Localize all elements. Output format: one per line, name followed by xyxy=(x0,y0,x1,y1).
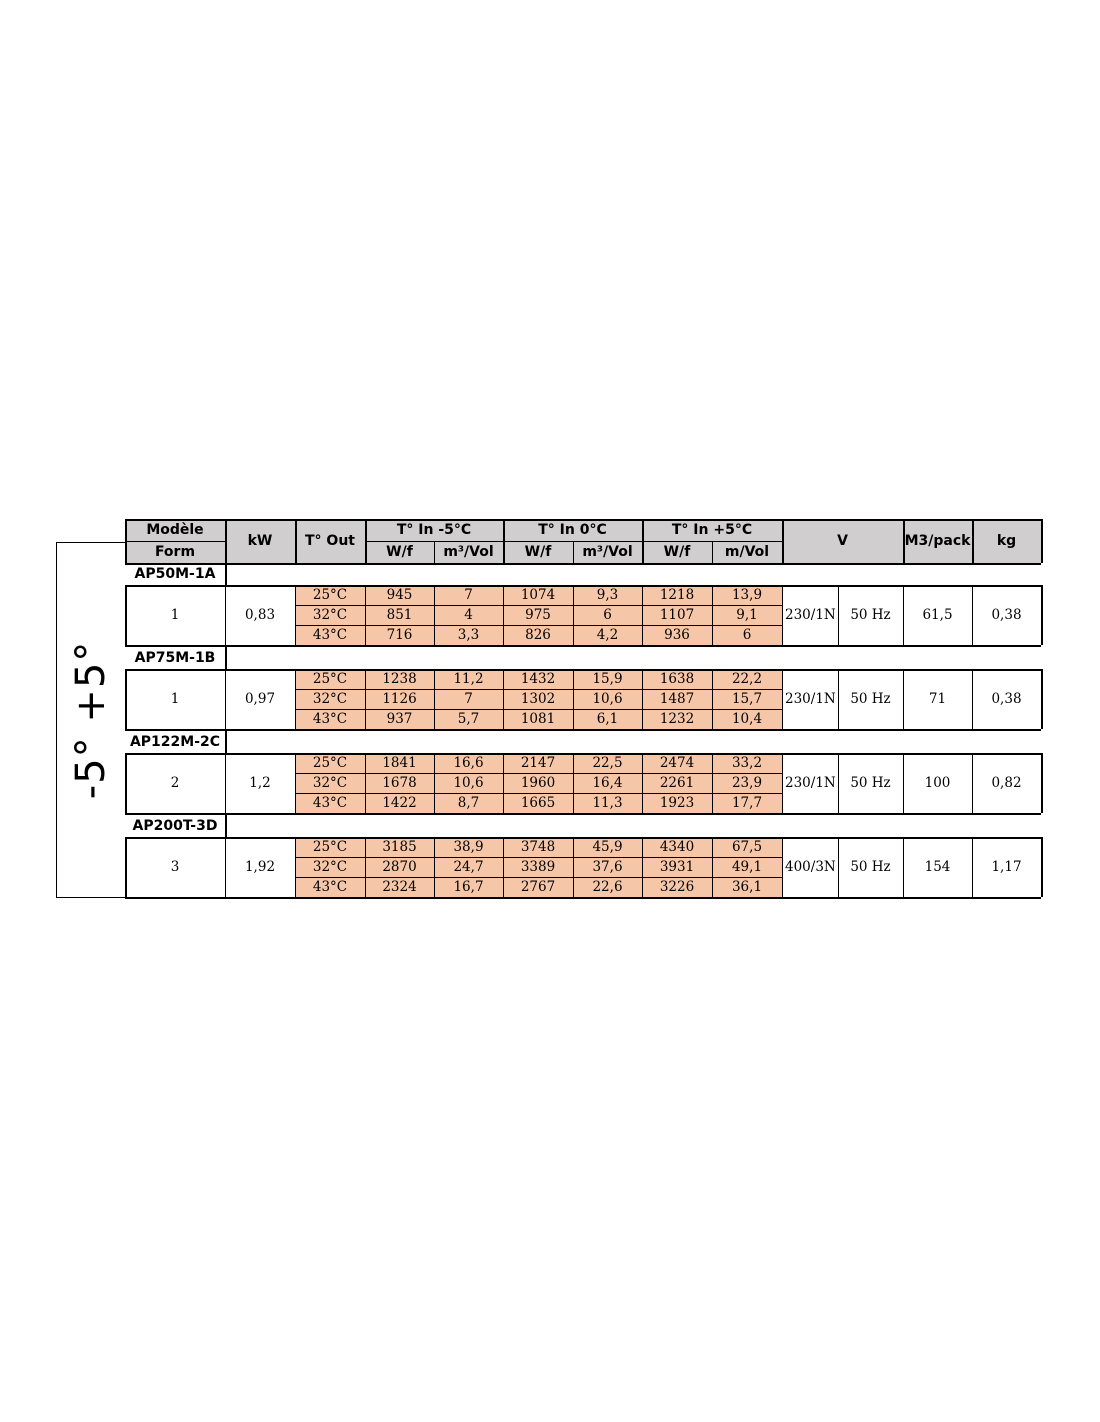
t-out-value: 32°C xyxy=(295,689,365,709)
capacity-cell: 4,2 xyxy=(573,625,642,645)
capacity-cell: 6 xyxy=(573,605,642,625)
frequency-value: 50 Hz xyxy=(850,607,891,623)
t-out-value: 32°C xyxy=(295,605,365,625)
group-vline xyxy=(903,585,904,645)
group-vline xyxy=(573,669,574,729)
capacity-cell: 851 xyxy=(365,605,434,625)
capacity-cell: 1422 xyxy=(365,793,434,813)
capacity-cell: 38,9 xyxy=(434,837,503,857)
t-out-value: 25°C xyxy=(295,753,365,773)
capacity-cell: 3389 xyxy=(503,857,573,877)
header-m3vol: m³/Vol xyxy=(573,541,642,563)
group-vline xyxy=(573,753,574,813)
form-value: 2 xyxy=(170,775,180,791)
capacity-cell: 2767 xyxy=(503,877,573,897)
capacity-cell: 16,4 xyxy=(573,773,642,793)
header-m3vol: m³/Vol xyxy=(434,541,503,563)
group-vline xyxy=(434,585,435,645)
t-out-value: 25°C xyxy=(295,837,365,857)
capacity-cell: 1432 xyxy=(503,669,573,689)
group-vline xyxy=(503,837,504,897)
header-t-in-plus5: T° In +5°C xyxy=(642,519,782,541)
header-kw: kW xyxy=(225,519,295,563)
capacity-cell: 1487 xyxy=(642,689,712,709)
capacity-cell: 5,7 xyxy=(434,709,503,729)
capacity-cell: 45,9 xyxy=(573,837,642,857)
capacity-cell: 936 xyxy=(642,625,712,645)
capacity-cell: 975 xyxy=(503,605,573,625)
group-vline xyxy=(503,753,504,813)
frequency-value: 50 Hz xyxy=(850,691,891,707)
model-name: AP75M-1B xyxy=(134,650,216,666)
header-vline xyxy=(295,519,297,563)
group-vline xyxy=(782,669,783,729)
t-out-value: 25°C xyxy=(295,585,365,605)
group-bottom-border xyxy=(125,729,1041,731)
t-out-value: 25°C xyxy=(295,669,365,689)
row-line xyxy=(295,689,782,690)
header-vline xyxy=(365,519,367,563)
header-mid-line xyxy=(125,541,225,542)
group-vline xyxy=(125,669,127,729)
capacity-cell: 2870 xyxy=(365,857,434,877)
group-vline xyxy=(503,585,504,645)
group-vline xyxy=(295,585,296,645)
capacity-cell: 24,7 xyxy=(434,857,503,877)
grid-line xyxy=(225,731,227,753)
group-vline xyxy=(712,669,713,729)
header-bottom-border xyxy=(125,563,1041,565)
capacity-cell: 3185 xyxy=(365,837,434,857)
row-line xyxy=(295,857,782,858)
model-name: AP50M-1A xyxy=(134,566,216,582)
capacity-cell: 1960 xyxy=(503,773,573,793)
capacity-cell: 4 xyxy=(434,605,503,625)
voltage-value: 230/1N xyxy=(785,691,836,707)
capacity-cell: 2474 xyxy=(642,753,712,773)
row-line xyxy=(295,793,782,794)
header-model: Modèle xyxy=(125,519,225,541)
grid-line xyxy=(225,563,227,585)
capacity-cell: 23,9 xyxy=(712,773,782,793)
capacity-cell: 1081 xyxy=(503,709,573,729)
model-name: AP122M-2C xyxy=(129,734,221,750)
capacity-cell: 2147 xyxy=(503,753,573,773)
group-vline xyxy=(434,837,435,897)
t-out-value: 32°C xyxy=(295,857,365,877)
group-vline xyxy=(838,753,839,813)
capacity-cell: 1218 xyxy=(642,585,712,605)
capacity-cell: 945 xyxy=(365,585,434,605)
frequency-value: 50 Hz xyxy=(850,859,891,875)
group-vline xyxy=(295,753,296,813)
capacity-cell: 9,1 xyxy=(712,605,782,625)
group-vline xyxy=(642,837,643,897)
group-vline xyxy=(225,669,226,729)
voltage-value: 230/1N xyxy=(785,607,836,623)
group-vline xyxy=(782,837,783,897)
group-vline xyxy=(295,837,296,897)
group-vline xyxy=(365,753,366,813)
group-vline xyxy=(434,669,435,729)
capacity-cell: 7 xyxy=(434,689,503,709)
group-vline xyxy=(972,837,973,897)
m3pack-value: 100 xyxy=(924,775,951,791)
capacity-cell: 9,3 xyxy=(573,585,642,605)
capacity-cell: 6 xyxy=(712,625,782,645)
group-vline xyxy=(1041,669,1043,729)
form-value: 3 xyxy=(170,859,180,875)
kw-value: 0,97 xyxy=(244,691,276,707)
header-vline xyxy=(503,519,505,563)
header-vline xyxy=(972,519,974,563)
group-vline xyxy=(125,585,127,645)
group-vline xyxy=(1041,585,1043,645)
t-out-value: 43°C xyxy=(295,625,365,645)
group-vline xyxy=(125,753,127,813)
header-vline xyxy=(712,541,713,563)
group-vline xyxy=(642,669,643,729)
capacity-cell: 1107 xyxy=(642,605,712,625)
capacity-cell: 3226 xyxy=(642,877,712,897)
header-vline xyxy=(903,519,905,563)
header-vline xyxy=(125,519,127,563)
voltage-value: 230/1N xyxy=(785,775,836,791)
group-vline xyxy=(503,669,504,729)
header-v: V xyxy=(782,519,903,563)
m3pack-value: 71 xyxy=(928,691,947,707)
capacity-cell: 8,7 xyxy=(434,793,503,813)
group-vline xyxy=(903,837,904,897)
group-vline xyxy=(642,753,643,813)
capacity-cell: 1665 xyxy=(503,793,573,813)
group-vline xyxy=(434,753,435,813)
group-vline xyxy=(642,585,643,645)
group-vline xyxy=(365,585,366,645)
group-vline xyxy=(903,753,904,813)
capacity-cell: 7 xyxy=(434,585,503,605)
group-vline xyxy=(972,753,973,813)
header-wf: W/f xyxy=(642,541,712,563)
capacity-cell: 3748 xyxy=(503,837,573,857)
header-vline xyxy=(1041,519,1043,563)
model-name: AP200T-3D xyxy=(132,818,218,834)
kw-value: 1,2 xyxy=(249,775,271,791)
group-vline xyxy=(782,753,783,813)
grid-line xyxy=(225,815,227,837)
row-line xyxy=(295,625,782,626)
temperature-range-label: -5° +5° xyxy=(68,640,114,800)
capacity-cell: 36,1 xyxy=(712,877,782,897)
capacity-cell: 1074 xyxy=(503,585,573,605)
capacity-cell: 15,7 xyxy=(712,689,782,709)
capacity-cell: 1678 xyxy=(365,773,434,793)
capacity-cell: 1638 xyxy=(642,669,712,689)
group-vline xyxy=(712,753,713,813)
grid-line xyxy=(225,647,227,669)
header-kg: kg xyxy=(972,519,1041,563)
t-out-value: 43°C xyxy=(295,793,365,813)
t-out-value: 32°C xyxy=(295,773,365,793)
capacity-cell: 37,6 xyxy=(573,857,642,877)
group-vline xyxy=(712,585,713,645)
capacity-cell: 16,7 xyxy=(434,877,503,897)
group-vline xyxy=(573,837,574,897)
capacity-cell: 3,3 xyxy=(434,625,503,645)
group-vline xyxy=(225,753,226,813)
header-wf: W/f xyxy=(365,541,434,563)
header-vline xyxy=(642,519,644,563)
group-vline xyxy=(1041,753,1043,813)
header-vline xyxy=(434,541,435,563)
capacity-cell: 3931 xyxy=(642,857,712,877)
capacity-cell: 10,4 xyxy=(712,709,782,729)
header-vline xyxy=(573,541,574,563)
capacity-cell: 22,6 xyxy=(573,877,642,897)
capacity-cell: 11,2 xyxy=(434,669,503,689)
kg-value: 0,38 xyxy=(991,607,1022,623)
row-line xyxy=(295,709,782,710)
group-vline xyxy=(838,837,839,897)
row-line xyxy=(295,773,782,774)
kw-value: 1,92 xyxy=(244,859,276,875)
header-form: Form xyxy=(125,541,225,563)
capacity-cell: 22,5 xyxy=(573,753,642,773)
capacity-cell: 826 xyxy=(503,625,573,645)
header-vline xyxy=(225,519,227,563)
capacity-cell: 716 xyxy=(365,625,434,645)
capacity-cell: 33,2 xyxy=(712,753,782,773)
group-vline xyxy=(972,585,973,645)
kg-value: 0,82 xyxy=(991,775,1022,791)
capacity-cell: 1238 xyxy=(365,669,434,689)
capacity-cell: 937 xyxy=(365,709,434,729)
temperature-range-panel xyxy=(56,542,125,898)
capacity-cell: 4340 xyxy=(642,837,712,857)
capacity-cell: 67,5 xyxy=(712,837,782,857)
group-vline xyxy=(712,837,713,897)
group-vline xyxy=(365,837,366,897)
capacity-cell: 49,1 xyxy=(712,857,782,877)
group-vline xyxy=(225,837,226,897)
row-line xyxy=(295,605,782,606)
m3pack-value: 154 xyxy=(924,859,951,875)
header-t-out: T° Out xyxy=(295,519,365,563)
group-bottom-border xyxy=(125,645,1041,647)
capacity-cell: 22,2 xyxy=(712,669,782,689)
capacity-cell: 15,9 xyxy=(573,669,642,689)
capacity-cell: 1302 xyxy=(503,689,573,709)
group-vline xyxy=(295,669,296,729)
capacity-cell: 10,6 xyxy=(573,689,642,709)
header-vline xyxy=(782,519,784,563)
voltage-value: 400/3N xyxy=(785,859,836,875)
group-vline xyxy=(782,585,783,645)
capacity-cell: 1923 xyxy=(642,793,712,813)
header-wf: W/f xyxy=(503,541,573,563)
group-vline xyxy=(903,669,904,729)
t-out-value: 43°C xyxy=(295,877,365,897)
group-vline xyxy=(365,669,366,729)
capacity-cell: 10,6 xyxy=(434,773,503,793)
group-bottom-border xyxy=(125,813,1041,815)
group-vline xyxy=(225,585,226,645)
header-t-in-minus5: T° In -5°C xyxy=(365,519,503,541)
t-out-value: 43°C xyxy=(295,709,365,729)
group-vline xyxy=(573,585,574,645)
header-t-in-0: T° In 0°C xyxy=(503,519,642,541)
capacity-cell: 13,9 xyxy=(712,585,782,605)
header-m3pack: M3/pack xyxy=(903,519,972,563)
group-vline xyxy=(125,837,127,897)
capacity-cell: 1126 xyxy=(365,689,434,709)
group-vline xyxy=(838,585,839,645)
group-vline xyxy=(838,669,839,729)
group-vline xyxy=(972,669,973,729)
capacity-cell: 16,6 xyxy=(434,753,503,773)
form-value: 1 xyxy=(170,607,180,623)
kg-value: 1,17 xyxy=(991,859,1022,875)
form-value: 1 xyxy=(170,691,180,707)
header-mvol: m/Vol xyxy=(712,541,782,563)
capacity-cell: 2324 xyxy=(365,877,434,897)
row-line xyxy=(295,877,782,878)
capacity-cell: 11,3 xyxy=(573,793,642,813)
capacity-cell: 17,7 xyxy=(712,793,782,813)
capacity-cell: 1232 xyxy=(642,709,712,729)
kg-value: 0,38 xyxy=(991,691,1022,707)
capacity-cell: 6,1 xyxy=(573,709,642,729)
capacity-cell: 2261 xyxy=(642,773,712,793)
capacity-cell: 1841 xyxy=(365,753,434,773)
kw-value: 0,83 xyxy=(244,607,276,623)
frequency-value: 50 Hz xyxy=(850,775,891,791)
group-bottom-border xyxy=(125,897,1041,899)
m3pack-value: 61,5 xyxy=(922,607,953,623)
group-vline xyxy=(1041,837,1043,897)
